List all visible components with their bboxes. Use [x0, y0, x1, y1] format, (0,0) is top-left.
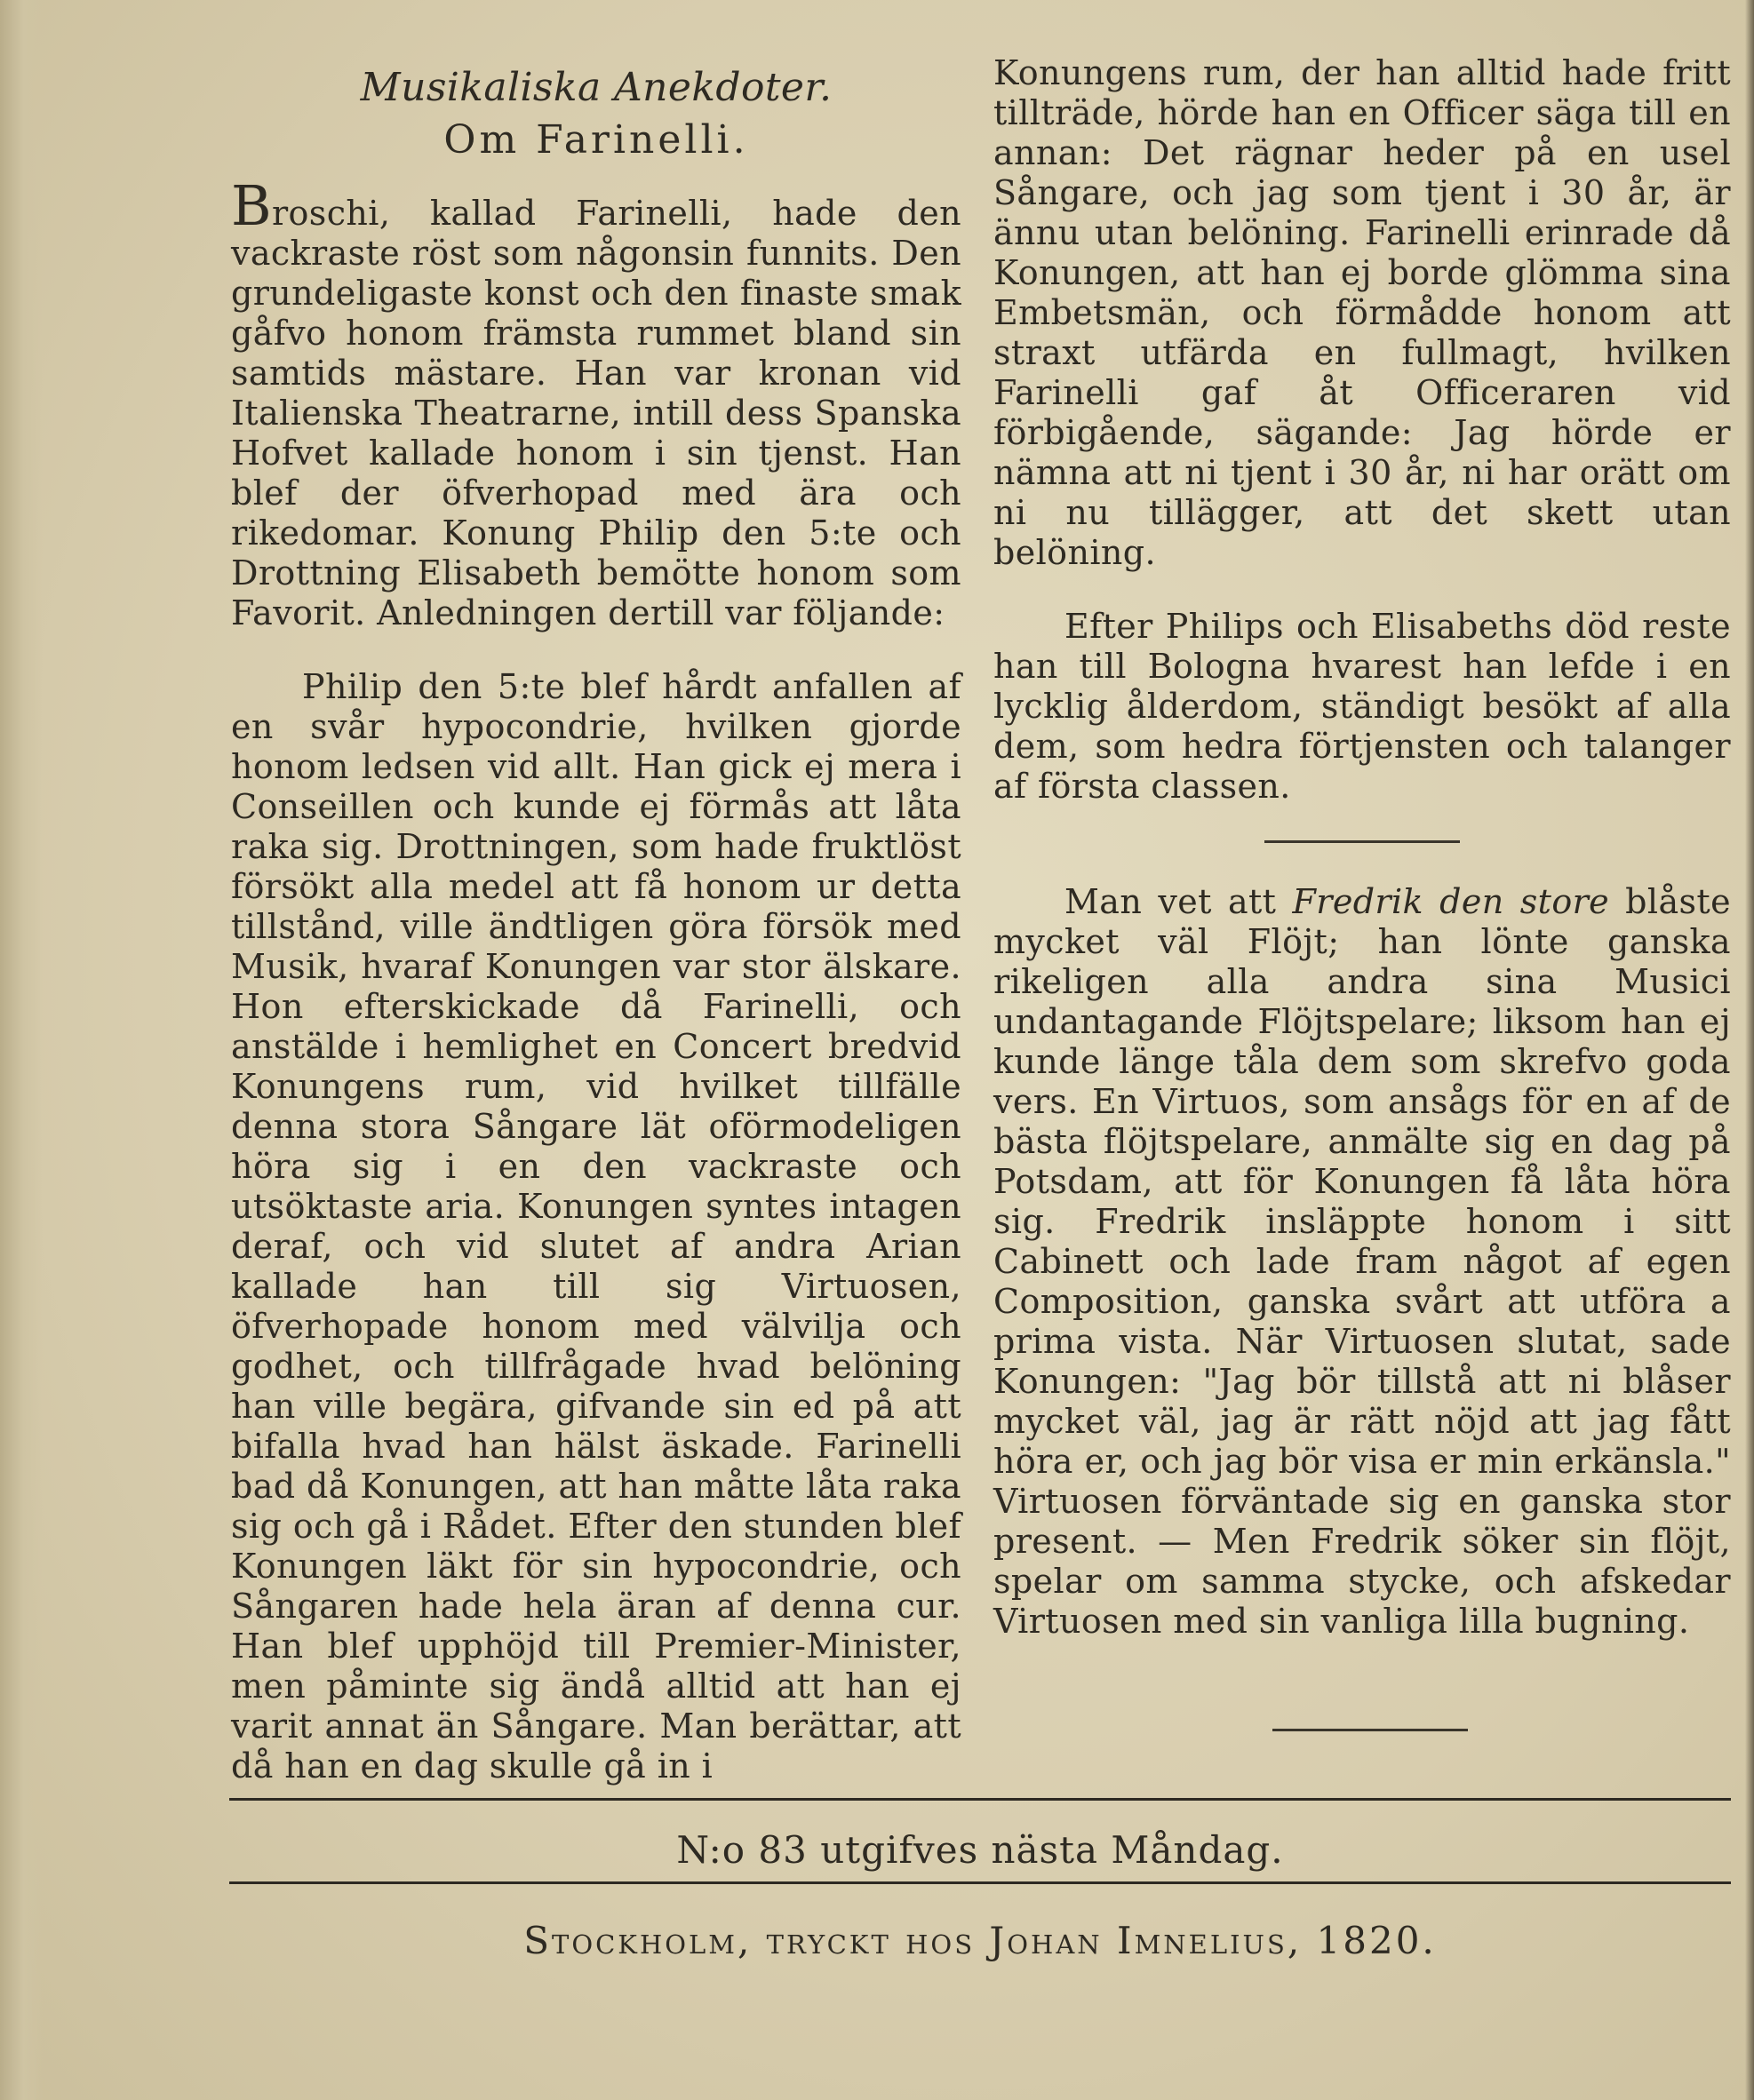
- section-heading: Musikaliska Anekdoter.: [360, 65, 833, 110]
- paragraph-officer-anecdote: Konungens rum, der han alltid hade fritt tillträde, hörde han en Officer säga till en annan: Det rägnar heder på en usel Sångare, och jag som tjent i 30 år, är ännu utan belöning. Farinelli erinrade då Konungen, att han ej borde glömma sina Embetsmän, och förmådde honom att straxt utfärda en fullmagt, hvilken Farinelli gaf åt Officeraren vid förbigående, sägande: Jag hörde er nämna att ni tjent i 30 år, ni har orätt om ni nu tillägger, att det skett utan belöning.: [993, 53, 1731, 572]
- paragraph-text: blåste mycket väl Flöjt; han lönte ganska rikeligen alla andra sina Musici undantagande Flöjtspelare; liksom han ej kunde länge tåla dem som skrefvo goda vers. En Virtuos, som ansågs för en af de bästa flöjtspelare, anmälte sig en dag på Potsdam, att för Konungen få låta höra sig. Fredrik insläppte honom i sitt Cabinett och lade fram något af egen Composition, ganska svårt att utföra a prima vista. När Virtuosen slutat, sade Konungen: "Jag bör tillstå att ni blåser mycket väl, jag är rätt nöjd att jag fått höra er, och jag bör visa er min erkänsla." Virtuosen förväntade sig en ganska stor present. — Men Fredrik söker sin flöjt, spelar om samma stycke, och afskedar Virtuosen med sin vanliga lilla bugning.: [993, 882, 1731, 1641]
- paragraph-philip-story: Philip den 5:te blef hårdt anfallen af en svår hypocondrie, hvilken gjorde honom ledsen vid allt. Han gick ej mera i Conseillen och kunde ej förmås att låta raka sig. Drottningen, som hade fruktlöst försökt alla medel att få honom ur detta tillstånd, ville ändtligen göra försök med Musik, hvaraf Konungen var stor älskare. Hon efterskickade då Farinelli, och anstälde i hemlighet en Concert bredvid Konungens rum, vid hvilket tillfälle denna stora Sångare lät oförmodeligen höra sig i en den vackraste och utsöktaste aria. Konungen syntes intagen deraf, och vid slutet af andra Arian kallade han till sig Virtuosen, öfverhopade honom med välvilja och godhet, och tillfrågade hvad belöning han ville begära, gifvande sin ed på att bifalla hvad han hälst äskade. Farinelli bad då Konungen, att han måtte låta raka sig och gå i Rådet. Efter den stunden blef Konungen läkt för sin hypocondrie, och Sångaren hade hela äran af denna cur. Han blef upphöjd till Premier-Minister, men påminte sig ändå alltid att han ej varit annat än Sångare. Man berättar, att då han en dag skulle gå in i: [231, 667, 961, 1786]
- end-separator: [1272, 1729, 1468, 1731]
- printer-imprint: Stockholm, tryckt hos Johan Imnelius, 1820.: [523, 1919, 1437, 1962]
- paragraph-text: roschi, kallad Farinelli, hade den vackraste röst som någonsin funnits. Den grundeligaste konst och den finaste smak gåfvo honom främsta rummet bland sin samtids mästare. Han var kronan vid Italienska Theatrarne, intill dess Spanska Hofvet kallade honom i sin tjenst. Han blef der öfverhopad med ära och rikedomar. Konung Philip den 5:te och Drottning Elisabeth bemötte honom som Favorit. Anledningen dertill var följande:: [231, 194, 961, 632]
- paragraph-fredrik-anecdote: [993, 882, 1731, 1642]
- page-edge-left: [0, 0, 43, 2100]
- paragraph-farinelli-intro: [231, 173, 961, 633]
- article-title: Om Farinelli.: [443, 117, 749, 163]
- section-separator: [1264, 840, 1460, 843]
- italic-name: Fredrik den store: [1292, 882, 1610, 921]
- next-issue-notice: N:o 83 utgifves nästa Måndag.: [676, 1828, 1284, 1872]
- drop-cap: B: [231, 173, 272, 238]
- footer-rule-bottom: [229, 1881, 1731, 1884]
- paragraph-text: Man vet att: [1064, 882, 1293, 921]
- left-column: [231, 53, 961, 1820]
- right-column: [993, 53, 1731, 1675]
- footer-rule-top: [229, 1798, 1731, 1801]
- paragraph-bologna: Efter Philips och Elisabeths död reste han till Bologna hvarest han lefde i en lycklig ålderdom, ständigt besökt af alla dem, som hedra förtjensten och talanger af första classen.: [993, 607, 1731, 806]
- page-edge-right: [1745, 0, 1754, 2100]
